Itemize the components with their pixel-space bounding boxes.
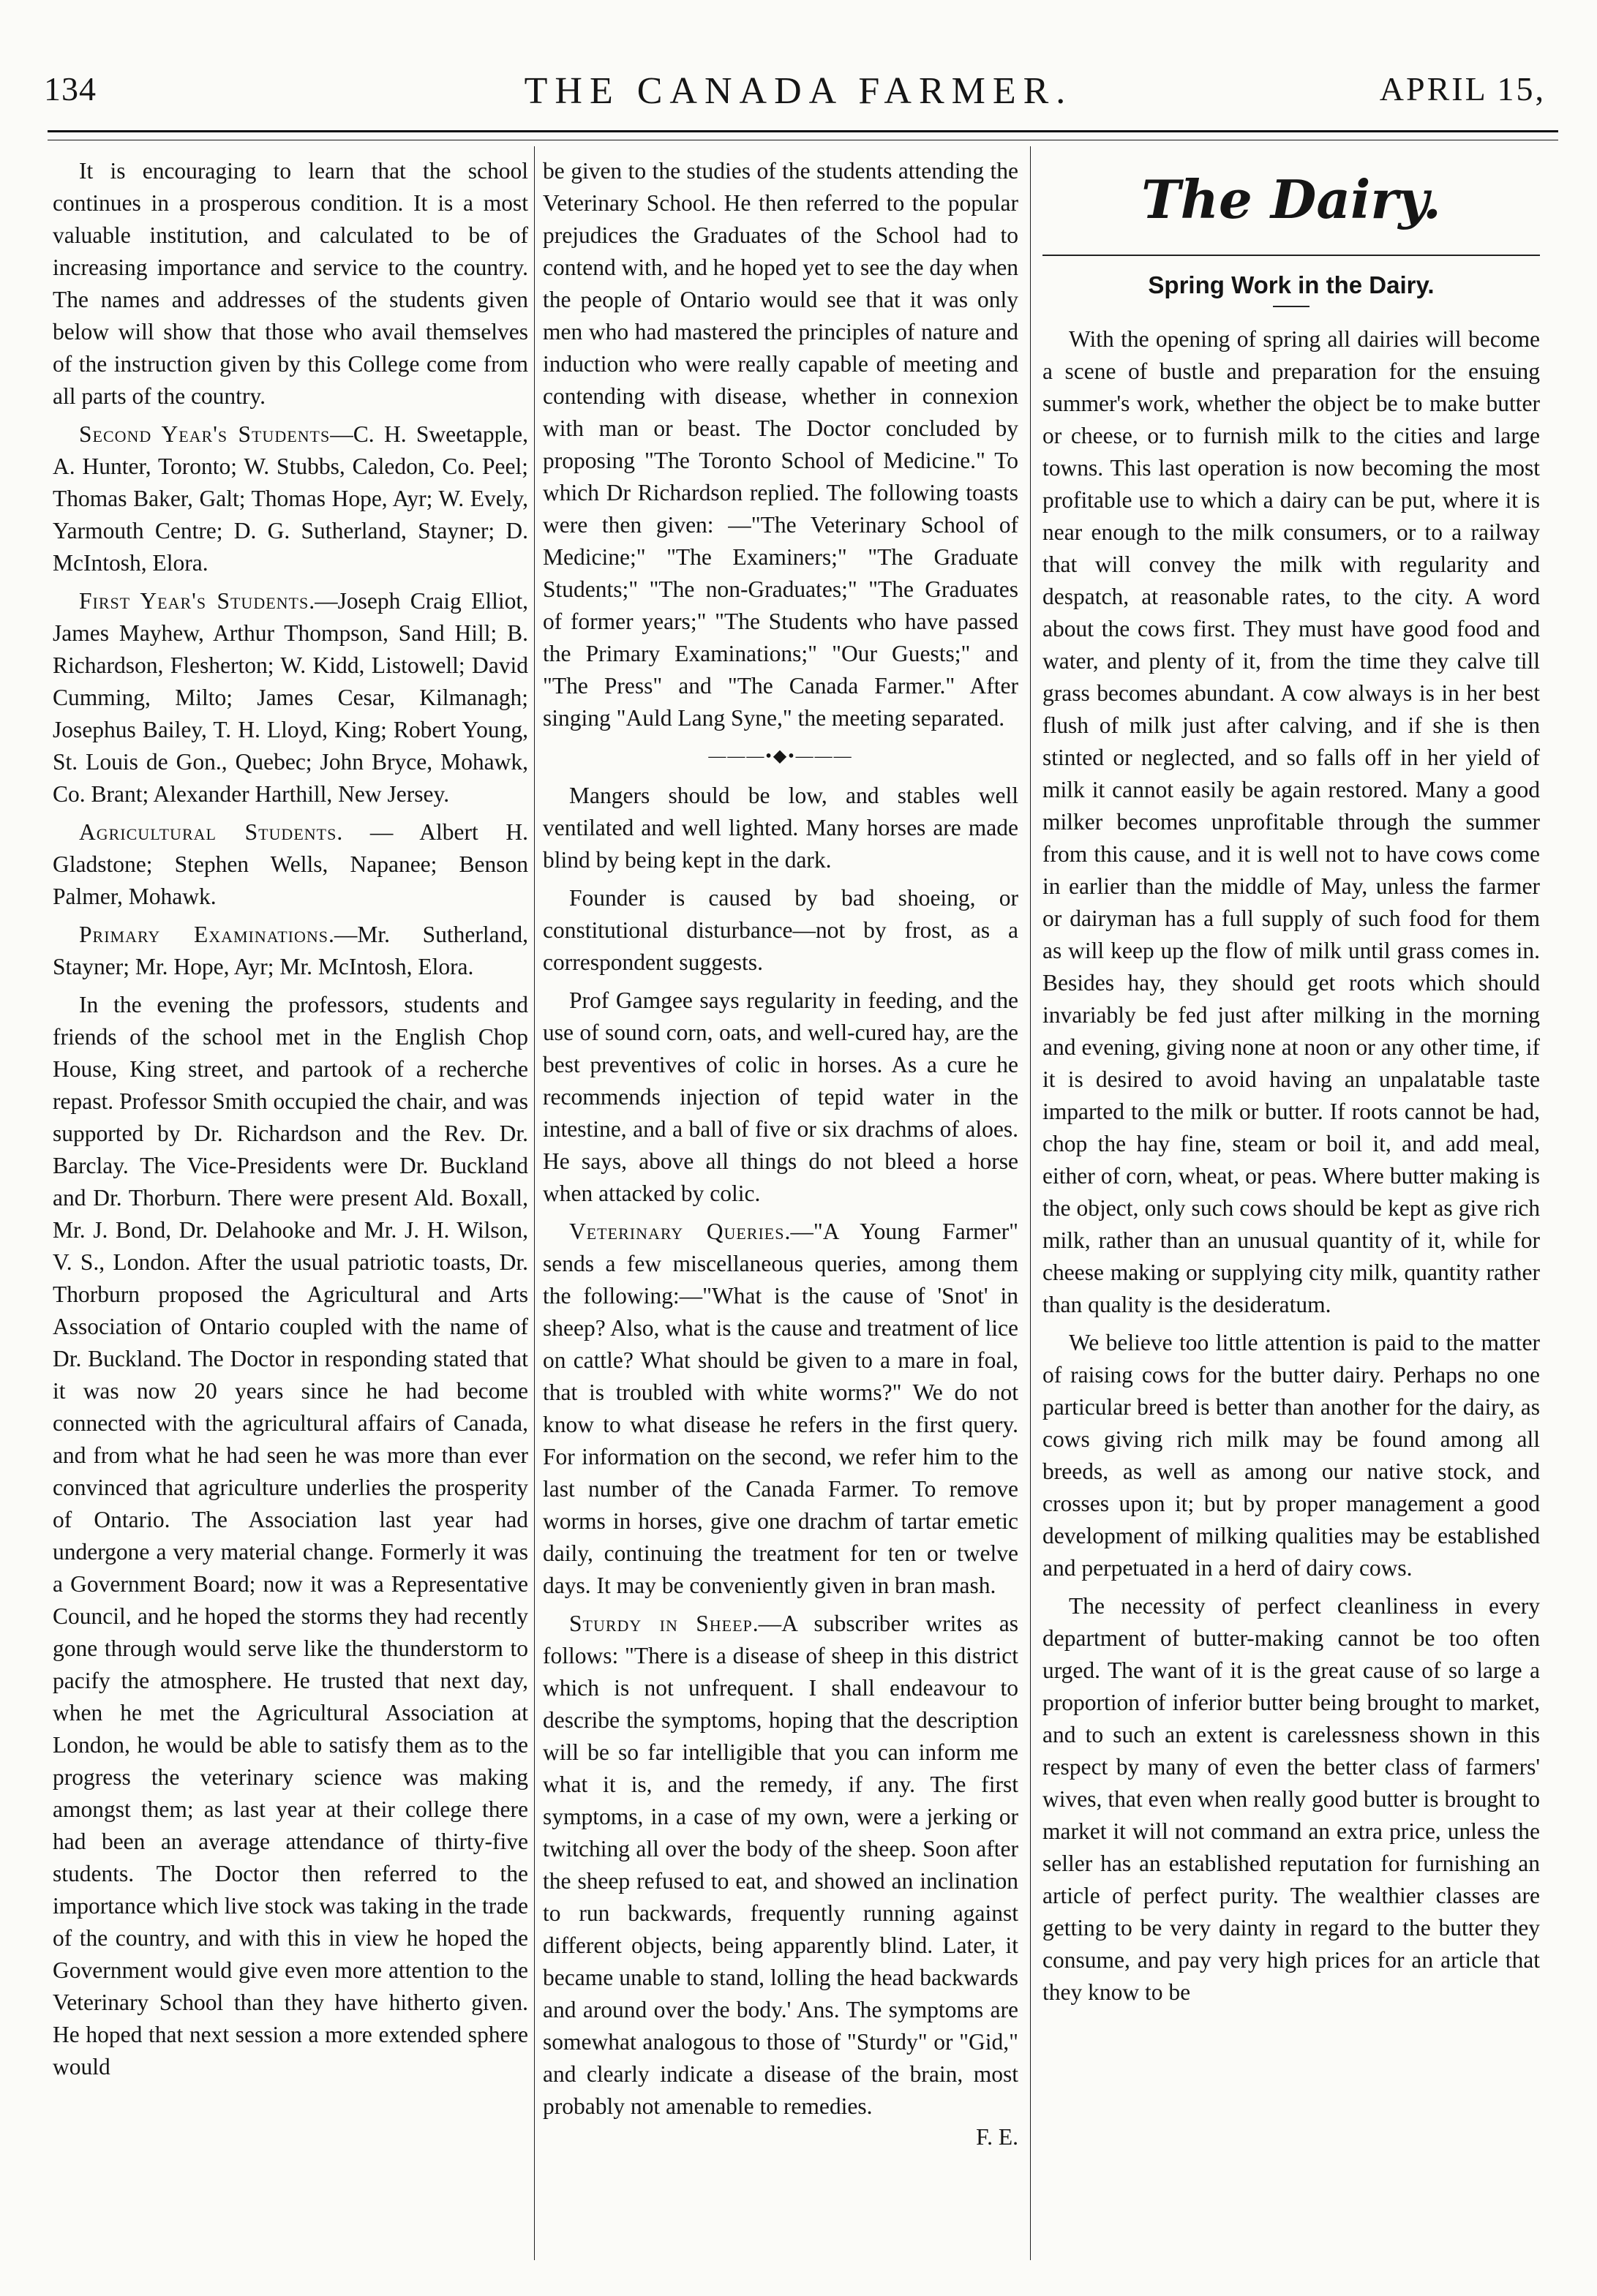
paragraph: Sturdy in Sheep.—A subscriber writes as follows: "There is a disease of sheep in this district which is not unfrequent. I shall endeavour to describe the symptoms, hoping that the description will be so far intelligible that you can inform me what it is, and the remedy, if any. The first symptoms, in a case of my own, were a jerking or twitching all over the body of the sheep. Soon after the sheep refused to eat, and showed an inclination to run backwards, frequently running against different objects, being apparently blind. Later, it became unable to stand, lolling the head backwards and around over the body.' Ans. The symptoms are somewhat analogous to those of "Sturdy" or "Gid," and clearly indicate a disease of the brain, most probably not amenable to remedies. [543, 1611, 1018, 2119]
masthead-rule [48, 130, 1558, 140]
run-in-heading: Veterinary Queries [569, 1219, 785, 1244]
run-in-heading: Sturdy in Sheep [569, 1611, 753, 1636]
run-in-heading: Primary Examinations [79, 922, 328, 947]
department-rule [1042, 255, 1540, 256]
column-2 [543, 155, 1018, 2254]
paragraph: In the evening the professors, students and friends of the school met in the English Chop House, King street, and partook of a recherche repast. Professor Smith occupied the chair, and was supported by Dr. Richardson and the Rev. Dr. Barclay. The Vice-Presidents were Dr. Buckland and Dr. Thorburn. There were present Ald. Boxall, Mr. J. Bond, Dr. Delahooke and Mr. J. H. Wilson, V. S., London. After the usual patriotic toasts, Dr. Thorburn proposed the Agricultural and Arts Association of Ontario coupled with the name of Dr. Buckland. The Doctor in responding stated that it was now 20 years since he had become connected with the agricultural affairs of Canada, and from what he had seen he was more than ever convinced that agriculture underlies the prosperity of Ontario. The Association last year had undergone a very material change. Formerly it was a Government Board; now it was a Representative Council, and he hoped the storms they had recently gone through would serve like the thunderstorm to pacify the atmosphere. He trusted that next day, when he met the Agricultural Association at London, he would be able to satisfy them as to the progress the veterinary science was making amongst them; as last year at their college there had been an average attendance of thirty-five students. The Doctor then referred to the importance which live stock was taking in the trade of the country, and with this in view he hoped the Government would give even more attention to the Veterinary School than they have hitherto given. He hoped that next session a more extended sphere would [53, 992, 528, 2079]
author-signoff: F. E. [976, 2124, 1018, 2150]
paragraph: Agricultural Students. — Albert H. Gladstone; Stephen Wells, Napanee; Benson Palmer, Mohawk. [53, 819, 528, 909]
article-title: Spring Work in the Dairy. [1148, 271, 1435, 298]
ornamental-rule: ———•◆•——— [708, 747, 853, 766]
column-1 [53, 155, 528, 2254]
paragraph: It is encouraging to learn that the school continues in a prosperous condition. It is a most valuable institution, and calculated to be of increasing importance and service to the country. The names and addresses of the students given below will show that those who avail themselves of the instruction given by this College come from all parts of the country. [53, 158, 528, 409]
department-heading: The Dairy. [1141, 168, 1441, 230]
page-number: 134 [44, 70, 97, 108]
paragraph: be given to the studies of the students attending the Veterinary School. He then referred to the popular prejudices the Graduates of the School had to contend with, and he hoped yet to see the day when the people of Ontario would see that it was only men who had mastered the principles of nature and induction who were really capable of meeting and contending with disease, whether in connexion with man or beast. The Doctor concluded by proposing "The Toronto School of Medicine." To which Dr Richardson replied. The following toasts were then given: —"The Veterinary School of Medicine;" "The Examiners;" "The Graduate Students;" "The non-Graduates;" "The Graduates of former years;" "The Students who have passed the Primary Examinations;" "Our Guests;" and "The Press" and "The Canada Farmer." After singing "Auld Lang Syne," the meeting separated. [543, 158, 1018, 731]
column-3 [1042, 155, 1540, 2254]
paragraph: First Year's Students.—Joseph Craig Elliot, James Mayhew, Arthur Thompson, Sand Hill; B. Richardson, Flesherton; W. Kidd, Listowell; David Cumming, Milto; James Cesar, Kilmanagh; Josephus Bailey, T. H. Lloyd, King; Robert Young, St. Louis de Gon., Quebec; John Bryce, Mohawk, Co. Brant; Alexander Harthill, New Jersey. [53, 588, 528, 807]
title-rule [1273, 306, 1309, 307]
paragraph: With the opening of spring all dairies will become a scene of bustle and preparation for the ensuing summer's work, whether the object be to make butter or cheese, or to furnish milk to the cities and large towns. This last operation is now becoming the most profitable use to which a dairy can be put, where it is near enough to the milk consumers, or to a railway that will convey the milk with regularity and despatch, at reasonable rates, to the city. A word about the cows first. They must have good food and water, and plenty of it, from the time they calve till grass becomes abundant. A cow always is in her best flush of milk just after calving, and if she is then stinted or neglected, and so falls off in her yield of milk it cannot easily be again restored. Many a good milker becomes unprofitable through the summer from this cause, and it is well not to have cows come in earlier than the middle of May, unless the farmer or dairyman has a full supply of such food for them as will keep up the flow of milk until grass comes in. Besides hay, they should get roots which should invariably be fed just after milking in the morning and evening, giving none at noon or any other time, if it is desired to avoid having an unpalatable taste imparted to the milk or butter. If roots cannot be had, chop the hay fine, steam or boil it, and add meal, either of corn, wheat, or peas. Where butter making is the object, only such cows should be kept as give rich milk, rather than an unusual quantity of it, while for cheese making or supplying city milk, quantity rather than quality is the desideratum. [1042, 326, 1540, 1317]
newspaper-title: THE CANADA FARMER. [524, 70, 1073, 112]
run-in-heading: Second Year's Students [79, 421, 331, 447]
issue-date: APRIL 15, [1379, 70, 1546, 108]
paragraph: Second Year's Students—C. H. Sweetapple, A. Hunter, Toronto; W. Stubbs, Caledon, Co. Peel; Thomas Baker, Galt; Thomas Hope, Ayr; W. Evely, Yarmouth Centre; D. G. Sutherland, Stayner; D. McIntosh, Elora. [53, 421, 528, 576]
paragraph: The necessity of perfect cleanliness in every department of butter-making cannot be too often urged. The want of it is the great cause of so large a proportion of inferior butter being brought to market, and to such an extent is carelessness shown in this respect by many of even the better class of farmers' wives, that even when really good butter is brought to market it will not command an extra price, unless the seller has an established reputation for furnishing an article of perfect purity. The wealthier classes are getting to be very dainty in regard to the butter they consume, and pay very high prices for an article that they know to be [1042, 1593, 1540, 2005]
run-in-heading: Agricultural Students [79, 819, 337, 845]
paragraph: Veterinary Queries.—"A Young Farmer" sends a few miscellaneous queries, among them the following:—"What is the cause of 'Snot' in sheep? Also, what is the cause and treatment of lice on cattle? What should be given to a mare in foal, that is troubled with white worms?" We do not know to what disease he refers in the first query. For information on the second, we refer him to the last number of the Canada Farmer. To remove worms in horses, give one drachm of tartar emetic daily, continuing the treatment for ten or twelve days. It may be conveniently given in bran mash. [543, 1219, 1018, 1598]
run-in-heading: First Year's Students [79, 588, 309, 614]
masthead [29, 69, 1568, 128]
column-divider [1030, 146, 1031, 2260]
paragraph: We believe too little attention is paid to the matter of raising cows for the butter dairy. Perhaps no one particular breed is better than another for the dairy, as cows giving rich milk may be found among all breeds, as well as among our native stock, and crosses upon it; but by proper management a good development of milking qualities may be established and perpetuated in a herd of dairy cows. [1042, 1330, 1540, 1581]
paragraph: Prof Gamgee says regularity in feeding, and the use of sound corn, oats, and well-cured hay, are the best preventives of colic in horses. As a cure he recommends injection of tepid water in the intestine, and a ball of five or six drachms of aloes. He says, above all things do not bleed a horse when attacked by colic. [543, 987, 1018, 1206]
paragraph: Primary Examinations.—Mr. Sutherland, Stayner; Mr. Hope, Ayr; Mr. McIntosh, Elora. [53, 922, 528, 979]
paragraph: Mangers should be low, and stables well ventilated and well lighted. Many horses are made blind by being kept in the dark. [543, 783, 1018, 873]
paragraph: Founder is caused by bad shoeing, or constitutional disturbance—not by frost, as a correspondent suggests. [543, 885, 1018, 975]
column-divider [534, 146, 535, 2260]
